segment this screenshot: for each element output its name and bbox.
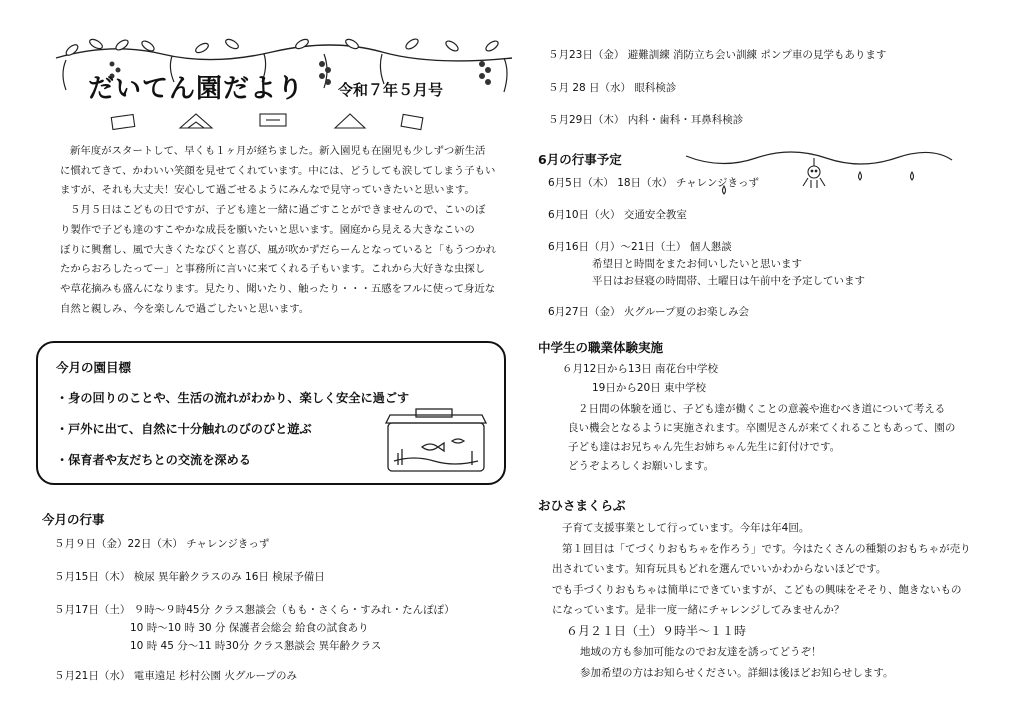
june-event-row: 6月27日（金） 火グループ夏のお楽しみ会	[548, 306, 750, 318]
intro-line: ぼりに興奮し、風で大きくたなびくと喜び、風が吹かずだらーんとなっていると「もうつかれ	[60, 243, 496, 256]
work-text: どうぞよろしくお願いします。	[568, 460, 715, 472]
goal-item: ・保育者や友だちとの交流を深める	[56, 453, 251, 467]
intro-line: 新年度がスタートして、早くも１ヶ月が経ちました。新入園児も在園児も少しずつ新生活	[70, 145, 486, 157]
ohisama-text: 子育て支援事業として行っています。今年は年4回。	[562, 522, 810, 534]
school-schedule: 19日から20日 東中学校	[592, 382, 707, 394]
event-row: ５月 28 日（水） 眼科検診	[548, 82, 677, 94]
event-row: ５月15日（木） 検尿 異年齢クラスのみ 16日 検尿予備日	[54, 571, 325, 583]
goal-item: ・戸外に出て、自然に十分触れのびのびと遊ぶ	[56, 422, 312, 436]
goal-item: ・身の回りのことや、生活の流れがわかり、楽しく安全に過ごす	[56, 391, 410, 405]
work-experience-heading: 中学生の職業体験実施	[538, 340, 664, 355]
ohisama-heading: おひさまくらぶ	[538, 498, 626, 513]
ohisama-note: 参加希望の方はお知らせください。詳細は後ほどお知らせします。	[580, 667, 894, 679]
intro-line: ますが、それも大丈夫！安心して過ごせるようにみんなで見守っていきたいと思います。	[60, 184, 475, 197]
school-schedule: ６月12日から13日 南花台中学校	[562, 363, 719, 375]
work-text: ２日間の体験を通じ、子ども達が働くことの意義や進むべき道について考える	[578, 403, 946, 415]
may-events-heading: 今月の行事	[42, 512, 105, 527]
event-row-sub: 10 時 45 分～11 時30分 クラス懇談会 異年齢クラス	[130, 640, 382, 652]
intro-line: り製作で子ども達のすこやかな成長を願いたいと思います。園庭から見える大きなこいの	[60, 223, 475, 236]
event-row: ５月17日（土） ９時～９時45分 クラス懇談会（もも・さくら・すみれ・たんぽぽ）	[54, 604, 455, 616]
event-row: ５月23日（金） 避難訓練 消防立ち会い訓練 ポンプ車の見学もあります	[548, 49, 887, 61]
june-event-note: 希望日と時間をまたお伺いしたいと思います	[592, 258, 802, 270]
event-row: ５月21日（水） 電車遠足 杉村公園 火グループのみ	[54, 670, 298, 682]
issue-label: 令和７年５月号	[338, 81, 444, 99]
ohisama-note: 地域の方も参加可能なのでお友達を誘ってどうぞ！	[580, 646, 822, 658]
work-text: 子ども達はお兄ちゃん先生お姉ちゃん先生に釘付けです。	[568, 441, 841, 453]
intro-line: たからおろしたってー」と事務所に言いに来てくれる子もいます。これから大好きな虫探し	[60, 263, 486, 276]
ohisama-text: になっています。是非一度一緒にチャレンジしてみませんか？	[552, 604, 845, 616]
intro-line: や草花摘みも盛んになります。見たり、聞いたり、触ったり・・・五感をフルに使って身近な	[60, 282, 496, 295]
event-row: ５月９日（金）22日（木） チャレンジきっず	[54, 538, 270, 550]
ohisama-text: 出されています。知育玩具もどれを選んでいいかわからないほどです。	[552, 563, 887, 575]
newsletter-title: だいてん園だより	[88, 74, 305, 104]
event-row-sub: 10 時～10 時 30 分 保護者会総会 給食の試食あり	[130, 622, 369, 634]
june-event-row: 6月5日（木） 18日（水） チャレンジきっず	[548, 177, 760, 189]
intro-line: 自然と親しみ、今を楽しんで過ごしたいと思います。	[60, 302, 310, 315]
ohisama-text: 第１回目は「てづくりおもちゃを作ろう」です。今はたくさんの種類のおもちゃが売り	[562, 543, 971, 555]
june-event-row: 6月16日（月）～21日（土） 個人懇談	[548, 241, 732, 253]
intro-text	[60, 142, 516, 319]
june-event-row: 6月10日（火） 交通安全教室	[548, 209, 687, 221]
intro-line: に慣れてきて、かわいい笑顔を見せてくれています。中には、どうしても涙してしまう子もい	[60, 164, 496, 177]
june-events-heading: 6月の行事予定	[538, 152, 622, 167]
work-text: 良い機会となるように実施されます。卒園児さんが来てくれることもあって、園の	[568, 422, 956, 434]
ohisama-text: でも手づくりおもちゃは簡単にできていますが、こどもの興味をそそり、飽きないもの	[552, 584, 962, 596]
aquarium-illustration	[382, 405, 492, 475]
event-row: ５月29日（木） 内科・歯科・耳鼻科検診	[548, 114, 744, 126]
koinobori-doodles	[110, 108, 430, 136]
ohisama-date: ６月２１日（土）９時半～１１時	[566, 624, 747, 638]
intro-line: ５月５日はこどもの日ですが、子ども達と一緒に過ごすことができませんので、こいのぼ	[70, 204, 486, 217]
june-event-note: 平日はお昼寝の時間帯、土曜日は午前中を予定しています	[592, 275, 865, 287]
goals-heading: 今月の園目標	[56, 360, 132, 375]
